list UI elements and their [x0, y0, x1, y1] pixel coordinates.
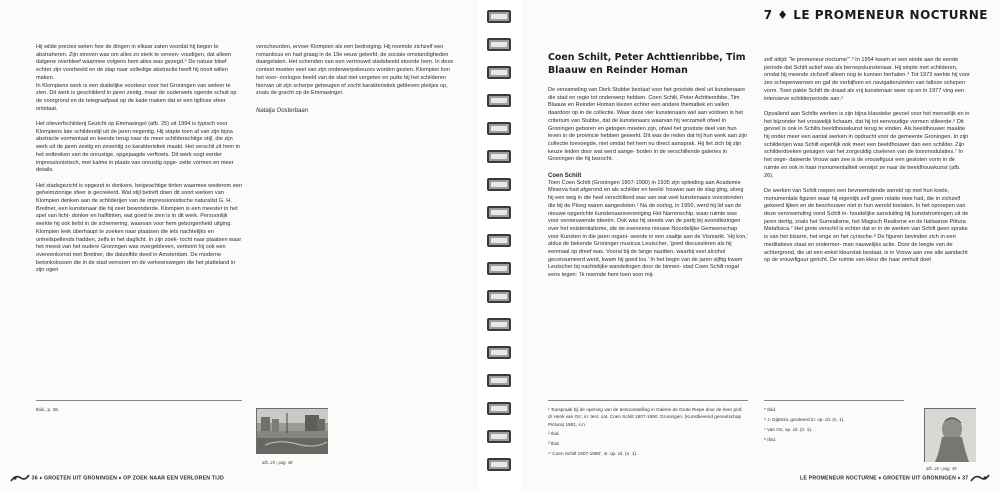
footnote-text: ⁶ J. Dijkstra, geciteerd in: op. cit. (n. 1). [764, 416, 845, 422]
footnote-text: ³ Ibid. [548, 441, 560, 447]
left-column-2 [256, 44, 458, 116]
publisher-logo-icon [970, 473, 990, 483]
binding-ring [487, 374, 511, 387]
footnote-divider [548, 400, 748, 401]
image-caption: afb. 25 › pag. 48 [262, 460, 293, 465]
binding-ring [487, 458, 511, 471]
footnote-text: ² Ibid. [548, 431, 560, 437]
binding-ring [487, 206, 511, 219]
artwork-thumbnail-frame [924, 408, 976, 462]
binding-ring [487, 94, 511, 107]
left-column-1 [36, 44, 242, 283]
right-column-1 [548, 52, 748, 288]
footnote-text: ⁸ Ibid. [764, 436, 777, 442]
paragraph: Toen Coen Schilt (Groningen 1907-1990) in 1935 zijn opleiding aan Academie Minerva had afgerond en als schilder en beeld- houwer aan de slag ging, sloeg hij een weg in die heel verschillend was van wat veel kunstenaars voorstonden die bij de Ploeg waren aangesloten.¹ Na de oorlog, in 1950, werd hij lid van de nieuwe opgerichte kunstenaarsvereniging Het Narrenschip, waar ruimte was voor vernieuwende ideeën. Ook was hij steeds van de partij bij avondlezingen over het existentialisme, die de eveneens nieuwe Noordelijke Gemeenschap voor Kunsten in die jaren organi- seerde in een zaaltje aan de Vismarkt. ‘Hij kon,’ aldus de bekende Groninger musicus Leutscher, ‘goed discussiëren als hij eenmaal op dreef was. Vooral bij de lange nazitten, waarbij veel alcohol geconsumeerd werd, kwam hij goed los.’ In het begin van de jaren vijftig kwam Leutscher bij nachtelijke wandelingen door de binnen- stad Coen Schilt nogal eens tegen: ‘Ik noemde hem toen voor mij- [548, 179, 748, 279]
footnote [36, 406, 242, 416]
footnotes-column-2 [764, 406, 904, 446]
binding-ring [487, 66, 511, 79]
artwork-thumbnail-frame [256, 408, 328, 454]
binding-ring [487, 430, 511, 443]
binding-ring [487, 178, 511, 191]
binding-ring [487, 38, 511, 51]
paragraph: Het olieverfschilderij Gezicht op Emmasingel (afb. 25) uit 1994 is typisch voor Klompiens late schilderstijl uit de jaren negentig. Hij stapte toen af van zijn bijna abstracte vormentaal en keerde terug naar de meer schilderachtige stijl, die zijn werk uit de jaren zestig en zeventig zo karakteristiek maakt. Het verschil zit hem in het ontbreken van de onrustige, opgejaagde verftoets. Dit werk oogt eerder impressionistisch, met kalme in plaats van onrustig opge- zette vormen en meer details. [36, 121, 240, 174]
footnote-text: ⁵ Ibid. [764, 407, 777, 412]
right-column-2 [764, 57, 970, 273]
spiral-binding [478, 0, 522, 492]
binding-ring [487, 346, 511, 359]
paragraph: In Klompiens werk is een duidelijke voorkeur voor het Groningen van weleer te zien. Dit werk is geschilderd in jaren zestig, maar de ouderwets ogende schuit op de voorgrond en de telegraafpaal op de kade maken dat er een tijdloze sfeer ontstaat. [36, 82, 237, 112]
publisher-logo-icon [10, 473, 30, 483]
footnote-text: Ibid., p. 36. [36, 407, 60, 412]
section-heading: Coen Schilt [548, 172, 582, 179]
binding-ring [487, 290, 511, 303]
paragraph: verscheurden, ervoer Klompien als een bedreiging. Hij noemde zichzelf een romanticus en had graag in de 19e eeuw geleefd, de sociale omstandigheden daargelaten. Het schenden van een vertrouwd stadsbeeld stoorde hem. In deze context moeten veel van zijn onderwerpskeuzes worden gezien. Klompien kon het voor- oorlogse beeld van de stad niet vergeten en putte bij het schilderen hiervan uit zijn scherpe geheugen of zocht karakteristiek gebleven plekjes op, zoals de gracht op de Emmasingel. [256, 44, 454, 97]
paragraph: Het stadsgezicht is opgezet in donkere, beigeachtige tinten waarmee wederom een geheimzinnige sfeer is gecreëerd. Wat stijl betreft doen dit soort werken van Klompien denken aan de schilderijen van de impressionistische naturalist G. H. Breitner, een kunstenaar die hij zeer bewonderde. Klompien is een meester in het spel van licht- donker en halftinten, wat goed te zien is in dit werk. Persoonlijk werkte hij ook liefst in de schemering, waarvan voor hem geborgenheid uitging. [36, 182, 243, 228]
article-title: Coen Schilt, Peter Achttienribbe, Tim Blaauw en Reinder Homan [548, 52, 746, 76]
paragraph: Klompien leek überhaupt te zoeken naar plaatsen die iets nachtelijks en onheilspellends hadden, zelfs in het daglicht. In zijn zoek- tocht naar plaatsen waar het meest van het oudere Groningen was overgebleven, vertoont hij ook een overeenkomst met Breitner, die datzelfde deed in Amsterdam. De moderne betonkolossen die in de stad verrezen en de verkeerswegen die het platteland in zijn ogen [36, 228, 242, 274]
binding-ring [487, 150, 511, 163]
image-caption: afb. 26 › pag. 49 [926, 466, 957, 471]
binding-ring [487, 402, 511, 415]
footer-text: 36 ♦ GROETEN UIT GRONINGEN ♦ OP ZOEK NAAR EEN VERLOREN TIJD [31, 475, 224, 482]
page-footer [800, 473, 990, 483]
right-page [522, 0, 1000, 492]
binding-ring [487, 262, 511, 275]
footnote-divider [764, 400, 904, 401]
paragraph: zelf altijd: “le promeneur nocturne”’.³ In 1954 kwam er een einde aan de eerste periode dat Schilt actief was als beroepskunstenaar. Hij stopte met schilderen, omdat hij meende zichzelf alleen nog te kunnen herhalen.⁴ Tot 1973 werkte hij voor zes schepenwerven en gaf de verbijfven en navigatieruimten van talloze schepen vorm. Toen pakte Schilt de draad als vrij kunstenaar weer op en in 1977 ving een intensieve schilderperiode aan.⁵ [764, 57, 970, 102]
footnotes-column-1 [548, 406, 748, 460]
binding-ring [487, 234, 511, 247]
footer-text: LE PROMENEUR NOCTURNE ♦ GROETEN UIT GRONINGEN ♦ 37 [800, 475, 969, 482]
paragraph: Hij wilde precies weten hoe de dingen in elkaar zaten voordat hij begon te abstraheren. Zijn streven was om alles zo sterk te vereen- voudigen, dat alleen datgene overbleef waarmee volgens hem alles was gezegd.⁵ De natuur bleef echter zijn voorbeeld en de stap naar volledige abstractie heeft hij nooit willen maken. [36, 44, 232, 81]
footnote-divider [36, 400, 242, 401]
canal-painting-image [257, 409, 328, 454]
binding-ring [487, 318, 511, 331]
paragraph: Opvallend aan Schilts werken is zijn bijna klassieke gevoel voor het menselijk en in het bijzonder het vrouwelijk lichaam, dat hij tot eenvoudige vormen stileerde.⁶ Dit gevoel is ook in Schilts beeldhouwkunst terug te vinden. Als beeldhouwer maakte hij onder meer een aantal werken in opdracht voor de gemeente Groningen. In zijn schilderijen was Schilt eigenlijk ook meer een beeldhouwer dan een schilder. Zijn schilderdoeken getuigen van het zorgvuldig ciseleren van de toonmodulaties.⁷ In het onge- dateerde Vrouw aan zee is de vrouwfiguur een gesloten vorm in de ruimte en ook in haar monumentaliteit verwijst ze naar de beeldhouwkunst (afb. 26). [764, 110, 970, 179]
woman-by-sea-painting-image [925, 409, 976, 462]
author-signature: Natalja Oosterbaan [256, 107, 309, 114]
footnote-text: ⁴ ‘Coen Schilt 1907-1990’, in: op. cit. (n. 1). [548, 451, 638, 457]
binding-ring [487, 122, 511, 135]
footnote-text: ⁷ Van Os, op. cit. (n. 1). [764, 426, 813, 432]
binding-ring [487, 10, 511, 23]
left-page [0, 0, 478, 492]
paragraph: De verzameling van Derk Stubbe bestaat voor het grootste deel uit kunstenaars die stad en regio tot onderwerp hebben. Coen Schilt, Peter Achttienribbe, Tim Blaauw en Reinder Homan kiezen echter een andere thematiek en vallen daardoor op in de collectie. Waar deze vier kunstenaars wel aan voldoen is het criterium van Stubbe, dat de kunstenaars waarvan hij verzamelt ofwel in Groningen geboren en getogen moeten zijn, ofwel het grootste deel van hun leven in de provincie hebben gewerkt. Dit was de reden dat hij hun werk aan zijn collectie toevoegde, niet omdat het hem nu direct aansprak. Hij liet zich bij zijn keuze leiden door wat werd aange- boden in de verschillende galeries in Groningen die hij bezocht. [548, 87, 747, 163]
chapter-runner: 7 ♦ LE PROMENEUR NOCTURNE [763, 8, 988, 22]
page-footer [10, 473, 224, 483]
footnote-text: ¹ Toespraak bij de opening van de tentoonstelling in Galerie de Grote Riepe door de heer prof. dr Henk van Os’, in: tent. cat. Coen Schilt 1907-1990, Groningen. (Kunstlievend genootschap Pictura) 1981, s.n. [548, 407, 743, 427]
paragraph: De werken van Schilt roepen een bevreemdende wereld op met hun koele, monumentale figuren waar hij eigenlijk zelf geen relatie mee had, die in zichzelf gekeerd lijken en de beschouwer niet in hun wereld toelaten. In het oproepen van deze vervreemding vond Schilt in- houdelijke aansluiting bij kunststromingen uit de jaren dertig, zoals het Surrealisme, het Magisch Realisme en de Italiaanse Pittura Metafisica.⁷ Het grote verschil is echter dat er in de werken van Schilt geen sprake is van het bizarre, het enge en het cynische.⁸ De figuren bevinden zich in een meditatieve staat en ondermer- man nauwelijks actie. Door de leegte van de achtergrond, die uit een enkel kleurvlak bestaat, is in Vrouw aan zee alle aandacht op de vrouwfiguur gericht. De ruimte van kleur die haar omhult doet [764, 187, 969, 264]
